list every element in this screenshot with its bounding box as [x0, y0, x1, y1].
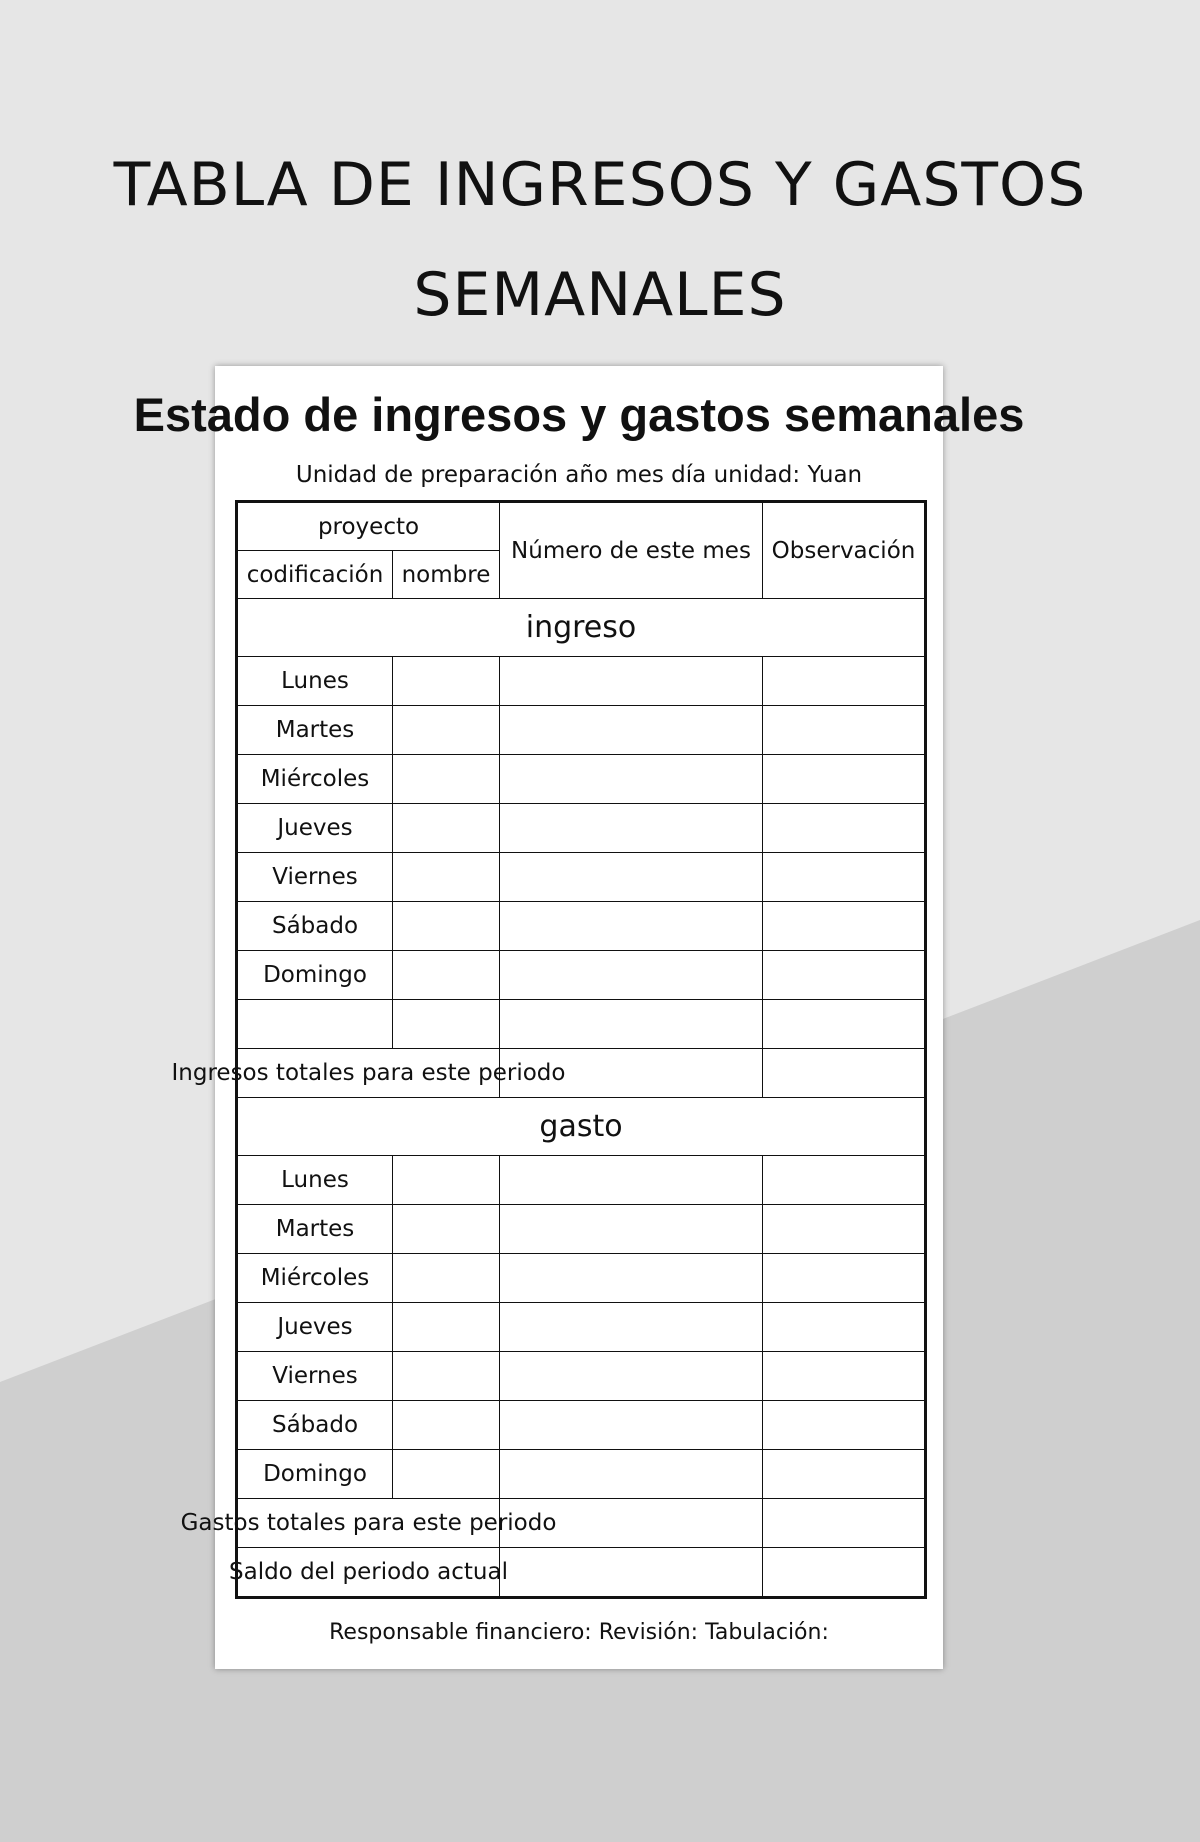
table-row	[237, 1303, 926, 1352]
name-cell[interactable]	[393, 1401, 500, 1450]
note-cell[interactable]	[763, 1401, 926, 1450]
note-cell[interactable]	[763, 1156, 926, 1205]
table-row	[237, 951, 926, 1000]
expense-total-row	[237, 1499, 926, 1548]
expense-total-label: Gastos totales para este periodo	[237, 1499, 500, 1548]
document-sheet	[133, 366, 1025, 1669]
income-total-label: Ingresos totales para este periodo	[237, 1049, 500, 1098]
table-row	[237, 1254, 926, 1303]
header-row	[237, 502, 926, 551]
amount-cell[interactable]	[500, 1205, 763, 1254]
income-section-row	[237, 599, 926, 657]
amount-cell[interactable]	[500, 1352, 763, 1401]
amount-cell[interactable]	[500, 853, 763, 902]
day-label: Jueves	[237, 1303, 393, 1352]
day-label: Viernes	[237, 1352, 393, 1401]
header-note: Observación	[763, 502, 926, 599]
table-row	[237, 902, 926, 951]
day-label: Domingo	[237, 1450, 393, 1499]
page-title-line-1: TABLA DE INGRESOS Y GASTOS	[113, 150, 1087, 220]
table-row	[237, 657, 926, 706]
name-cell[interactable]	[393, 1303, 500, 1352]
day-label: Miércoles	[237, 1254, 393, 1303]
name-cell[interactable]	[393, 1450, 500, 1499]
table-row	[237, 1205, 926, 1254]
note-cell[interactable]	[763, 1205, 926, 1254]
day-label: Jueves	[237, 804, 393, 853]
income-section-label: ingreso	[237, 599, 926, 657]
table-row	[237, 1401, 926, 1450]
day-label: Martes	[237, 1205, 393, 1254]
day-label: Sábado	[237, 902, 393, 951]
page-title	[0, 130, 1200, 350]
amount-cell[interactable]	[500, 902, 763, 951]
name-cell[interactable]	[393, 902, 500, 951]
expense-section-label: gasto	[237, 1098, 926, 1156]
name-cell[interactable]	[393, 853, 500, 902]
amount-cell[interactable]	[500, 1156, 763, 1205]
day-label: Domingo	[237, 951, 393, 1000]
amount-cell[interactable]	[500, 657, 763, 706]
day-label: Viernes	[237, 853, 393, 902]
note-cell[interactable]	[763, 657, 926, 706]
note-cell[interactable]	[763, 1254, 926, 1303]
table-row	[237, 755, 926, 804]
note-cell[interactable]	[763, 755, 926, 804]
note-cell[interactable]	[763, 902, 926, 951]
day-label: Miércoles	[237, 755, 393, 804]
note-cell[interactable]	[763, 804, 926, 853]
note-cell[interactable]	[763, 1000, 926, 1049]
header-project: proyecto	[237, 502, 500, 551]
page-title-line-2: SEMANALES	[413, 260, 787, 330]
income-total-row	[237, 1049, 926, 1098]
name-cell[interactable]	[393, 706, 500, 755]
header-name: nombre	[393, 551, 500, 599]
table-row	[237, 706, 926, 755]
day-label: Lunes	[237, 657, 393, 706]
table-row	[237, 1352, 926, 1401]
name-cell[interactable]	[393, 1352, 500, 1401]
amount-cell[interactable]	[500, 1000, 763, 1049]
table-row	[237, 853, 926, 902]
note-cell[interactable]	[763, 706, 926, 755]
name-cell[interactable]	[393, 755, 500, 804]
balance-label: Saldo del periodo actual	[237, 1548, 500, 1598]
balance-amount[interactable]	[500, 1548, 763, 1598]
header-amount: Número de este mes	[500, 502, 763, 599]
name-cell[interactable]	[393, 1156, 500, 1205]
day-label[interactable]	[237, 1000, 393, 1049]
income-total-note[interactable]	[763, 1049, 926, 1098]
table-row	[237, 1000, 926, 1049]
expense-total-note[interactable]	[763, 1499, 926, 1548]
table-row	[237, 1450, 926, 1499]
day-label: Lunes	[237, 1156, 393, 1205]
name-cell[interactable]	[393, 804, 500, 853]
amount-cell[interactable]	[500, 706, 763, 755]
name-cell[interactable]	[393, 1254, 500, 1303]
header-code: codificación	[237, 551, 393, 599]
amount-cell[interactable]	[500, 755, 763, 804]
ledger-table	[171, 500, 927, 1599]
table-row	[237, 1156, 926, 1205]
amount-cell[interactable]	[500, 1303, 763, 1352]
name-cell[interactable]	[393, 951, 500, 1000]
note-cell[interactable]	[763, 1352, 926, 1401]
name-cell[interactable]	[393, 657, 500, 706]
table-row	[237, 804, 926, 853]
day-label: Martes	[237, 706, 393, 755]
amount-cell[interactable]	[500, 1450, 763, 1499]
note-cell[interactable]	[763, 853, 926, 902]
expense-section-row	[237, 1098, 926, 1156]
name-cell[interactable]	[393, 1000, 500, 1049]
note-cell[interactable]	[763, 951, 926, 1000]
amount-cell[interactable]	[500, 1401, 763, 1450]
day-label: Sábado	[237, 1401, 393, 1450]
name-cell[interactable]	[393, 1205, 500, 1254]
note-cell[interactable]	[763, 1450, 926, 1499]
balance-note[interactable]	[763, 1548, 926, 1598]
amount-cell[interactable]	[500, 1254, 763, 1303]
amount-cell[interactable]	[500, 951, 763, 1000]
note-cell[interactable]	[763, 1303, 926, 1352]
amount-cell[interactable]	[500, 804, 763, 853]
signature-footer: Responsable financiero: Revisión: Tabulación:	[329, 1620, 829, 1645]
document-title: Estado de ingresos y gastos semanales	[133, 388, 1025, 441]
document-subtitle: Unidad de preparación año mes día unidad: Yuan	[295, 462, 863, 488]
balance-row	[237, 1548, 926, 1598]
